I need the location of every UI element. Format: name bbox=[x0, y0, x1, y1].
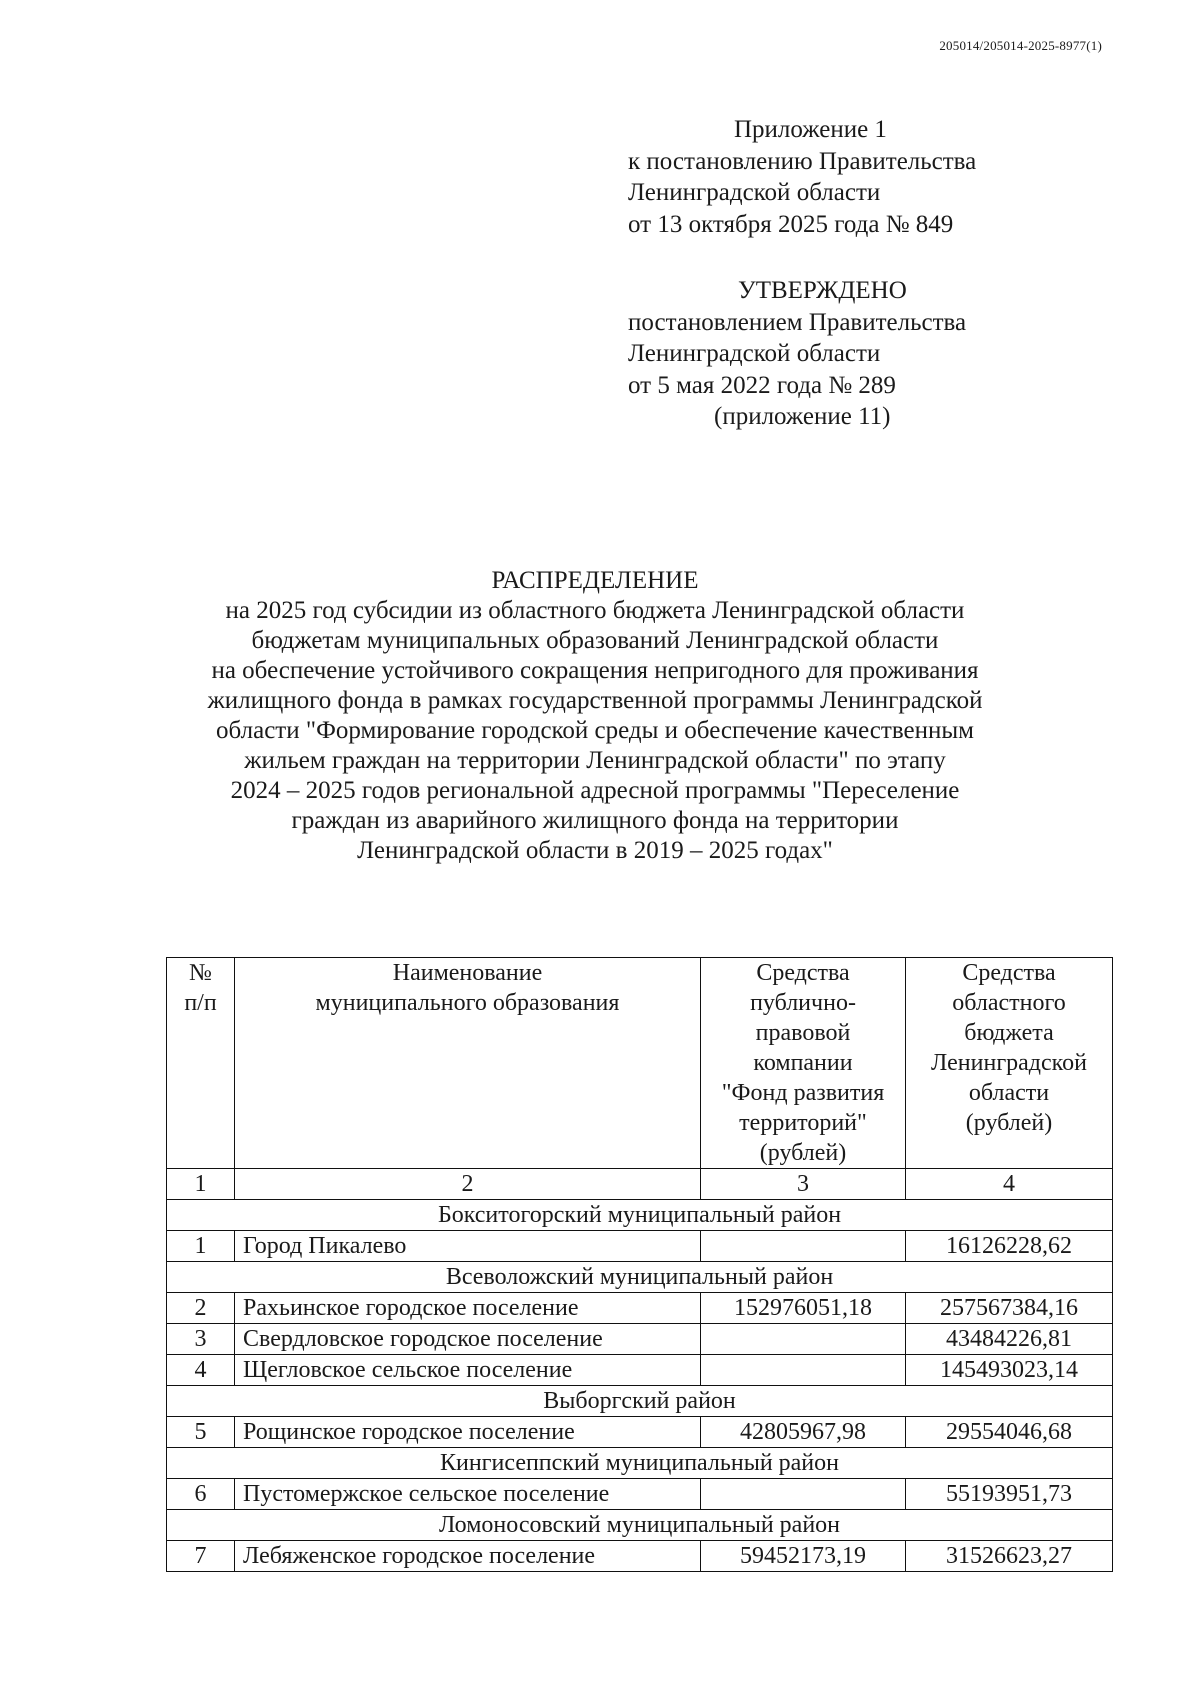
row-number: 3 bbox=[167, 1324, 235, 1355]
title-line: области "Формирование городской среды и обеспечение качественным bbox=[216, 717, 974, 744]
table-row bbox=[167, 1541, 1113, 1572]
title-line: на 2025 год субсидии из областного бюджета Ленинградской области bbox=[225, 597, 965, 624]
fund-amount: 42805967,98 bbox=[701, 1417, 906, 1448]
registration-number: 205014/205014-2025-8977(1) bbox=[939, 38, 1102, 53]
municipality-name: Щегловское сельское поселение bbox=[235, 1355, 701, 1386]
title-line: на обеспечение устойчивого сокращения непригодного для проживания bbox=[211, 657, 979, 684]
regional-amount: 145493023,14 bbox=[906, 1355, 1113, 1386]
header-number: № п/п bbox=[167, 958, 235, 1169]
table-row bbox=[167, 1355, 1113, 1386]
fund-amount bbox=[701, 1231, 906, 1262]
approval-line: постановлением Правительства bbox=[628, 308, 967, 336]
row-number: 5 bbox=[167, 1417, 235, 1448]
document-title bbox=[120, 566, 1070, 866]
title-heading: РАСПРЕДЕЛЕНИЕ bbox=[491, 567, 699, 594]
attachment-line: от 13 октября 2025 года № 849 bbox=[628, 210, 954, 238]
fund-amount: 152976051,18 bbox=[701, 1293, 906, 1324]
title-line: бюджетам муниципальных образований Ленинградской области bbox=[251, 627, 939, 654]
attachment-block bbox=[628, 114, 976, 240]
table-row bbox=[167, 1231, 1113, 1262]
district-row: Выборгский район bbox=[167, 1386, 1113, 1417]
fund-amount bbox=[701, 1324, 906, 1355]
approval-line: от 5 мая 2022 года № 289 bbox=[628, 371, 896, 399]
regional-amount: 16126228,62 bbox=[906, 1231, 1113, 1262]
municipality-name: Свердловское городское поселение bbox=[235, 1324, 701, 1355]
title-line: жильем граждан на территории Ленинградской области" по этапу bbox=[244, 747, 946, 774]
column-number: 2 bbox=[235, 1169, 701, 1200]
title-line: Ленинградской области в 2019 – 2025 годах" bbox=[357, 837, 833, 864]
fund-amount: 59452173,19 bbox=[701, 1541, 906, 1572]
approval-heading: УТВЕРЖДЕНО bbox=[738, 277, 907, 304]
table-header-row bbox=[167, 958, 1113, 1169]
row-number: 1 bbox=[167, 1231, 235, 1262]
table-row bbox=[167, 1479, 1113, 1510]
table-row bbox=[167, 1417, 1113, 1448]
column-number: 1 bbox=[167, 1169, 235, 1200]
approval-block bbox=[628, 275, 966, 433]
attachment-line: к постановлению Правительства bbox=[628, 147, 977, 175]
approval-annex-ref: (приложение 11) bbox=[714, 403, 891, 430]
district-row: Ломоносовский муниципальный район bbox=[167, 1510, 1113, 1541]
regional-amount: 43484226,81 bbox=[906, 1324, 1113, 1355]
regional-amount: 29554046,68 bbox=[906, 1417, 1113, 1448]
title-line: жилищного фонда в рамках государственной программы Ленинградской bbox=[207, 687, 983, 714]
district-row: Кингисеппский муниципальный район bbox=[167, 1448, 1113, 1479]
district-row: Всеволожский муниципальный район bbox=[167, 1262, 1113, 1293]
fund-amount bbox=[701, 1355, 906, 1386]
title-line: граждан из аварийного жилищного фонда на территории bbox=[291, 807, 899, 834]
regional-amount: 257567384,16 bbox=[906, 1293, 1113, 1324]
table-row bbox=[167, 1293, 1113, 1324]
attachment-line: Ленинградской области bbox=[628, 179, 881, 206]
attachment-line: Приложение 1 bbox=[734, 116, 887, 143]
title-line: 2024 – 2025 годов региональной адресной программы "Переселение bbox=[230, 777, 960, 804]
regional-amount: 31526623,27 bbox=[906, 1541, 1113, 1572]
row-number: 4 bbox=[167, 1355, 235, 1386]
municipality-name: Рощинское городское поселение bbox=[235, 1417, 701, 1448]
table-row bbox=[167, 1324, 1113, 1355]
row-number: 7 bbox=[167, 1541, 235, 1572]
column-number: 4 bbox=[906, 1169, 1113, 1200]
row-number: 2 bbox=[167, 1293, 235, 1324]
district-row: Бокситогорский муниципальный район bbox=[167, 1200, 1113, 1231]
fund-amount bbox=[701, 1479, 906, 1510]
header-municipality: Наименование муниципального образования bbox=[235, 958, 701, 1169]
municipality-name: Лебяженское городское поселение bbox=[235, 1541, 701, 1572]
regional-amount: 55193951,73 bbox=[906, 1479, 1113, 1510]
distribution-table bbox=[166, 957, 1113, 1572]
column-number-row bbox=[167, 1169, 1113, 1200]
column-number: 3 bbox=[701, 1169, 906, 1200]
header-regional-budget: Средства областного бюджета Ленинградской области (рублей) bbox=[906, 958, 1113, 1169]
municipality-name: Рахьинское городское поселение bbox=[235, 1293, 701, 1324]
municipality-name: Пустомержское сельское поселение bbox=[235, 1479, 701, 1510]
municipality-name: Город Пикалево bbox=[235, 1231, 701, 1262]
row-number: 6 bbox=[167, 1479, 235, 1510]
approval-line: Ленинградской области bbox=[628, 340, 881, 367]
header-fund-resources: Средства публично- правовой компании "Фонд развития территорий" (рублей) bbox=[701, 958, 906, 1169]
